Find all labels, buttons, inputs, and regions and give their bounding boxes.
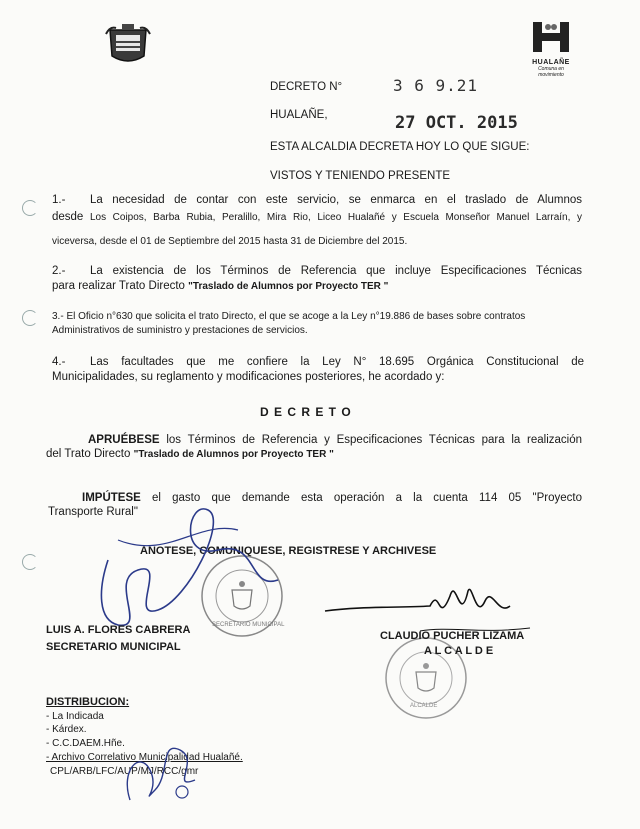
anotese-line: ANOTESE, COMUNIQUESE, REGISTRESE Y ARCHIVESE [140,545,437,557]
imputese-text: el gasto que demande esta operación a la cuenta 114 05 "Proyecto [151,492,582,504]
place-label: HUALAÑE, [270,109,328,121]
municipality-logo [526,20,576,78]
punch-hole-icon [22,200,38,216]
item-text: Los Coipos, Barba Rubia, Peralillo, Mira Rio, Liceo Hualañé y Escuela Monseñor Manuel Larraín, y [89,212,582,223]
apruebese-bold-title: "Traslado de Alumnos por Proyecto TER " [133,449,334,460]
right-signatory-name: CLAUDIO PUCHER LIZAMA [380,630,525,642]
item-number: 3.- [52,311,64,322]
item-bold: "Traslado de Alumnos por Proyecto TER " [188,281,389,292]
decree-line: ESTA ALCALDIA DECRETA HOY LO QUE SIGUE: [270,141,530,153]
item-text: para realizar Trato Directo [52,280,185,292]
distribucion-item: - La Indicada [46,711,104,722]
stamp-left-text: SECRETARIO MUNICIPAL [212,622,285,628]
item-3 [52,311,584,324]
decreto-title: D E C R E T O [260,405,352,419]
logo-tagline: Comuna en movimiento [538,66,564,78]
date-stamp: 27 OCT. 2015 [395,113,518,133]
item-text: Las facultades que me confiere la Ley N° 18.695 Orgánica Constitucional de [90,356,584,368]
imputese-bold: IMPÚTESE [82,492,141,504]
item-1-line-3: viceversa, desde el 01 de Septiembre del 2015 hasta 31 de Diciembre del 2015. [52,236,408,247]
hualane-h-logo-icon [531,20,571,54]
item-4 [52,355,584,369]
item-bold: desde [52,211,84,223]
item-1 [52,193,582,207]
decreto-number: 3 6 9.21 [393,76,479,95]
item-1-line-2 [52,210,582,225]
left-signatory-name: LUIS A. FLORES CABRERA [46,624,191,636]
apruebese-bold: APRUÉBESE [88,434,160,446]
item-number: 4.- [52,356,66,368]
punch-hole-icon [22,310,38,326]
item-number: 1.- [52,194,66,206]
logo-name: HUALAÑE [532,59,570,66]
distribucion-initials: CPL/ARB/LFC/AUP/MJ/RCC/gmr [50,766,199,777]
apruebese-text: del Trato Directo [46,448,131,460]
item-text: La necesidad de contar con este servicio, se enmarca en el traslado de Alumnos [90,194,582,206]
left-signatory-title: SECRETARIO MUNICIPAL [46,641,181,653]
stamp-right-text: ALCALDE [410,703,438,709]
imputese-line-2: Transporte Rural" [48,506,138,518]
item-2-line-2 [52,279,388,294]
distribucion-item: - Archivo Correlativo Municipalidad Hualañé. [46,752,243,763]
vistos-line: VISTOS Y TENIENDO PRESENTE [270,170,451,182]
right-signatory-title: A L C A L D E [424,645,494,657]
item-number: 2.- [52,265,66,277]
apruebese-text: los Términos de Referencia y Especificaciones Técnicas para la realización [166,434,582,446]
distribucion-item: - Kárdex. [46,724,87,735]
item-text: La existencia de los Términos de Referencia que incluye Especificaciones Técnicas [90,265,582,277]
coat-of-arms-icon [104,22,152,66]
item-2 [52,264,582,278]
item-3-line-2: Administrativos de suministro y prestaciones de servicios. [52,325,308,336]
distribucion-item: - C.C.DAEM.Hñe. [46,738,125,749]
apruebese-line-2 [46,447,334,462]
punch-hole-icon [22,554,38,570]
initials-signature-icon [110,730,220,810]
left-signature-icon [88,500,288,640]
item-text: El Oficio n°630 que solicita el trato Directo, el que se acoge a la Ley n°19.886 de bases sobre contratos [66,311,526,322]
decreto-label: DECRETO N° [270,81,343,93]
distribucion-title: DISTRIBUCION: [46,696,130,708]
item-4-line-2: Municipalidades, su reglamento y modificaciones posteriores, he acordado y: [52,371,445,383]
apruebese-paragraph [52,433,582,447]
